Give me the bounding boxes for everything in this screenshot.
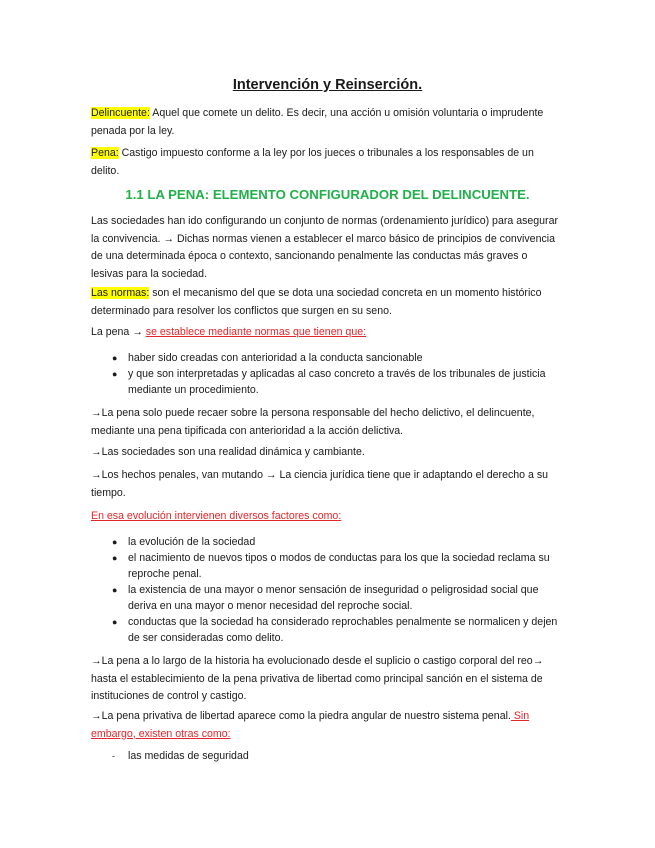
definition-text: Castigo impuesto conforme a la ley por los jueces o tribunales a los responsables de un delito.	[91, 147, 534, 177]
list-item: ● el nacimiento de nuevos tipos o modos de conductas para los que la sociedad reclama su reproche penal.	[112, 552, 550, 580]
evolution-heading-link[interactable]: En esa evolución intervienen diversos factores como:	[91, 510, 342, 522]
paragraph-pena-responsable: →La pena solo puede recaer sobre la persona responsable del hecho delictivo, el delincuente, mediante una pena tipificada con anterioridad a la acción delictiva.	[91, 407, 535, 437]
dash-marker: -	[112, 751, 115, 761]
term-normas: Las normas:	[91, 287, 150, 299]
list-item: ● haber sido creadas con anterioridad a la conducta sancionable	[112, 352, 423, 364]
paragraph-sociedades: →Las sociedades son una realidad dinámica y cambiante.	[91, 446, 365, 458]
definition-text: son el mecanismo del que se dota una sociedad concreta en un momento histórico determinado para resolver los conflictos que surgen en su seno.	[91, 287, 542, 317]
bullet-list-factores	[91, 534, 561, 646]
pena-line	[91, 324, 561, 342]
bullet-icon: ●	[112, 353, 118, 363]
document-title: Intervención y Reinserción.	[232, 77, 423, 93]
bullet-list-pena	[91, 350, 561, 398]
definition-pena	[91, 145, 561, 180]
pena-privativa-text: →La pena privativa de libertad aparece como la piedra angular de nuestro sistema penal.	[91, 710, 511, 722]
term-pena: Pena:	[91, 147, 119, 159]
list-item: - las medidas de seguridad	[112, 750, 249, 762]
list-item: ● la evolución de la sociedad	[112, 536, 256, 548]
paragraph-historia-pena: →La pena a lo largo de la historia ha evolucionado desde el suplicio o castigo corporal del reo→ hasta el establecimiento de la pena privativa de libertad como principal sanción en el sistema de instituciones de control y castigo.	[91, 655, 544, 702]
definition-text: Aquel que comete un delito. Es decir, una acción u omisión voluntaria o imprudente penada por la ley.	[91, 107, 544, 137]
definition-delincuente	[91, 105, 561, 140]
paragraph-hechos-penales: →Los hechos penales, van mutando → La ciencia jurídica tiene que ir adaptando el derecho a su tiempo.	[91, 469, 549, 499]
term-delincuente: Delincuente:	[91, 107, 150, 119]
list-item: ● la existencia de una mayor o menor sensación de inseguridad o peligrosidad social que deriva en una mayor o menor necesidad del reproche social.	[112, 584, 539, 612]
paragraph-normas-intro: Las sociedades han ido configurando un conjunto de normas (ordenamiento jurídico) para asegurar la convivencia. → Dichas normas vienen a establecer el marco básico de principios de convivencia de una determinada época o contexto, sancionando penalmente las conductas más graves o lesivas para la sociedad.	[91, 215, 559, 280]
bullet-icon: ●	[112, 369, 118, 379]
bullet-icon: ●	[112, 553, 118, 563]
definition-normas	[91, 285, 561, 320]
pena-link[interactable]: se establece mediante normas que tienen que:	[145, 326, 367, 338]
bullet-icon: ●	[112, 537, 118, 547]
bullet-icon: ●	[112, 617, 118, 627]
evolution-heading	[91, 508, 561, 526]
section-heading: 1.1 LA PENA: ELEMENTO CONFIGURADOR DEL DELINCUENTE.	[125, 187, 530, 202]
paragraph-pena-privativa	[91, 708, 561, 743]
dash-list-medidas	[91, 748, 561, 764]
sin-embargo-link[interactable]: Sin embargo, existen otras como:	[91, 710, 530, 740]
list-item: ● conductas que la sociedad ha considerado reprochables penalmente se normalicen y dejen de ser consideradas como delito.	[112, 616, 558, 644]
pena-prefix: La pena →	[91, 326, 146, 338]
bullet-icon: ●	[112, 585, 118, 595]
list-item: ● y que son interpretadas y aplicadas al caso concreto a través de los tribunales de justicia mediante un procedimiento.	[112, 368, 546, 396]
